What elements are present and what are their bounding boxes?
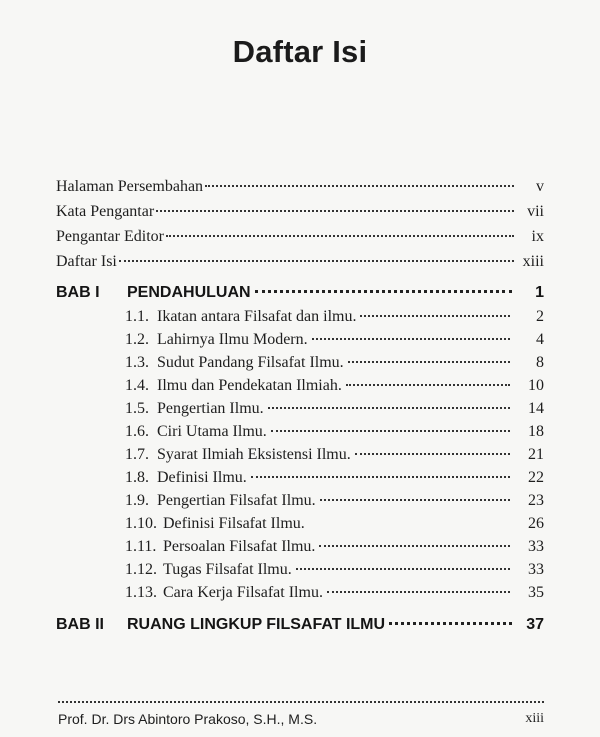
section-page: 33 bbox=[528, 538, 544, 555]
toc-section[interactable] bbox=[125, 308, 544, 330]
chapter-page: 1 bbox=[535, 284, 544, 301]
toc-entry-title: Kata Pengantar bbox=[56, 203, 155, 220]
section-number: 1.2. bbox=[125, 331, 149, 348]
section-number: 1.11. bbox=[125, 538, 157, 555]
leader-dots bbox=[346, 384, 510, 386]
leader-dots bbox=[156, 210, 514, 212]
leader-dots bbox=[205, 185, 514, 187]
section-title: Pengertian Filsafat Ilmu. bbox=[157, 492, 316, 509]
section-title: Lahirnya Ilmu Modern. bbox=[157, 331, 308, 348]
section-page: 23 bbox=[528, 492, 544, 509]
leader-dots bbox=[327, 591, 510, 593]
footer-author: Prof. Dr. Drs Abintoro Prakoso, S.H., M.S. bbox=[58, 711, 318, 727]
toc-entry-page: v bbox=[536, 178, 544, 195]
toc-section[interactable] bbox=[125, 331, 544, 353]
section-title: Syarat Ilmiah Eksistensi Ilmu. bbox=[157, 446, 351, 463]
toc-entry-front[interactable] bbox=[56, 228, 544, 250]
leader-dots bbox=[312, 338, 510, 340]
leader-dots bbox=[268, 407, 510, 409]
page-title: Daftar Isi bbox=[232, 34, 368, 69]
section-title: Definisi Filsafat Ilmu. bbox=[163, 515, 305, 532]
chapter-page: 37 bbox=[526, 616, 544, 633]
section-number: 1.12. bbox=[125, 561, 157, 578]
section-page: 14 bbox=[528, 400, 544, 417]
toc-entry-title: Daftar Isi bbox=[56, 253, 117, 270]
toc-section[interactable] bbox=[125, 469, 544, 491]
section-number: 1.9. bbox=[125, 492, 149, 509]
leader-dots bbox=[360, 315, 510, 317]
section-page: 10 bbox=[528, 377, 544, 394]
section-title: Cara Kerja Filsafat Ilmu. bbox=[163, 584, 323, 601]
leader-dots bbox=[355, 453, 510, 455]
leader-dots bbox=[255, 290, 512, 293]
leader-dots bbox=[320, 499, 510, 501]
section-number: 1.10. bbox=[125, 515, 157, 532]
leader-dots bbox=[271, 430, 510, 432]
leader-dots bbox=[119, 260, 514, 262]
section-number: 1.1. bbox=[125, 308, 149, 325]
section-number: 1.3. bbox=[125, 354, 149, 371]
footer-divider bbox=[58, 701, 544, 703]
section-page: 21 bbox=[528, 446, 544, 463]
footer-page-number: xiii bbox=[525, 711, 544, 726]
section-page: 33 bbox=[528, 561, 544, 578]
section-page: 4 bbox=[536, 331, 544, 348]
section-page: 18 bbox=[528, 423, 544, 440]
toc-section[interactable] bbox=[125, 561, 544, 583]
section-number: 1.4. bbox=[125, 377, 149, 394]
section-title: Definisi Ilmu. bbox=[157, 469, 247, 486]
section-page: 8 bbox=[536, 354, 544, 371]
toc-entry-front[interactable] bbox=[56, 203, 544, 225]
section-number: 1.8. bbox=[125, 469, 149, 486]
toc-section[interactable] bbox=[125, 446, 544, 468]
toc-entry-page: xiii bbox=[522, 253, 544, 270]
toc-chapter-2[interactable] bbox=[56, 616, 544, 640]
section-number: 1.7. bbox=[125, 446, 149, 463]
chapter-title: RUANG LINGKUP FILSAFAT ILMU bbox=[127, 616, 386, 633]
section-number: 1.13. bbox=[125, 584, 157, 601]
section-page: 22 bbox=[528, 469, 544, 486]
toc-section[interactable] bbox=[125, 584, 544, 606]
leader-dots bbox=[389, 622, 512, 625]
section-page: 26 bbox=[528, 515, 544, 532]
toc-entry-front[interactable] bbox=[56, 253, 544, 275]
toc-section[interactable] bbox=[125, 492, 544, 514]
section-title: Ikatan antara Filsafat dan ilmu. bbox=[157, 308, 357, 325]
toc-section[interactable] bbox=[125, 423, 544, 445]
leader-dots bbox=[348, 361, 510, 363]
toc-chapter-1[interactable] bbox=[56, 284, 544, 308]
toc-section[interactable] bbox=[125, 400, 544, 422]
section-title: Pengertian Ilmu. bbox=[157, 400, 264, 417]
chapter-title: PENDAHULUAN bbox=[127, 284, 251, 301]
leader-dots bbox=[166, 235, 514, 237]
section-page: 2 bbox=[536, 308, 544, 325]
section-title: Tugas Filsafat Ilmu. bbox=[163, 561, 292, 578]
toc-section[interactable] bbox=[125, 354, 544, 376]
section-title: Sudut Pandang Filsafat Ilmu. bbox=[157, 354, 344, 371]
leader-dots bbox=[319, 545, 510, 547]
toc-entry-front[interactable] bbox=[56, 178, 544, 200]
toc-entry-title: Pengantar Editor bbox=[56, 228, 164, 245]
section-number: 1.6. bbox=[125, 423, 149, 440]
section-number: 1.5. bbox=[125, 400, 149, 417]
chapter-number: BAB II bbox=[56, 616, 104, 633]
leader-dots bbox=[296, 568, 510, 570]
section-page: 35 bbox=[528, 584, 544, 601]
section-title: Ciri Utama Ilmu. bbox=[157, 423, 267, 440]
section-title: Persoalan Filsafat Ilmu. bbox=[163, 538, 316, 555]
toc-entry-page: ix bbox=[531, 228, 544, 245]
toc-entry-title: Halaman Persembahan bbox=[56, 178, 204, 195]
leader-dots bbox=[251, 476, 510, 478]
toc-section[interactable] bbox=[125, 515, 544, 537]
toc-section[interactable] bbox=[125, 538, 544, 560]
toc-section[interactable] bbox=[125, 377, 544, 399]
chapter-number: BAB I bbox=[56, 284, 100, 301]
toc-entry-page: vii bbox=[527, 203, 544, 220]
section-title: Ilmu dan Pendekatan Ilmiah. bbox=[157, 377, 342, 394]
